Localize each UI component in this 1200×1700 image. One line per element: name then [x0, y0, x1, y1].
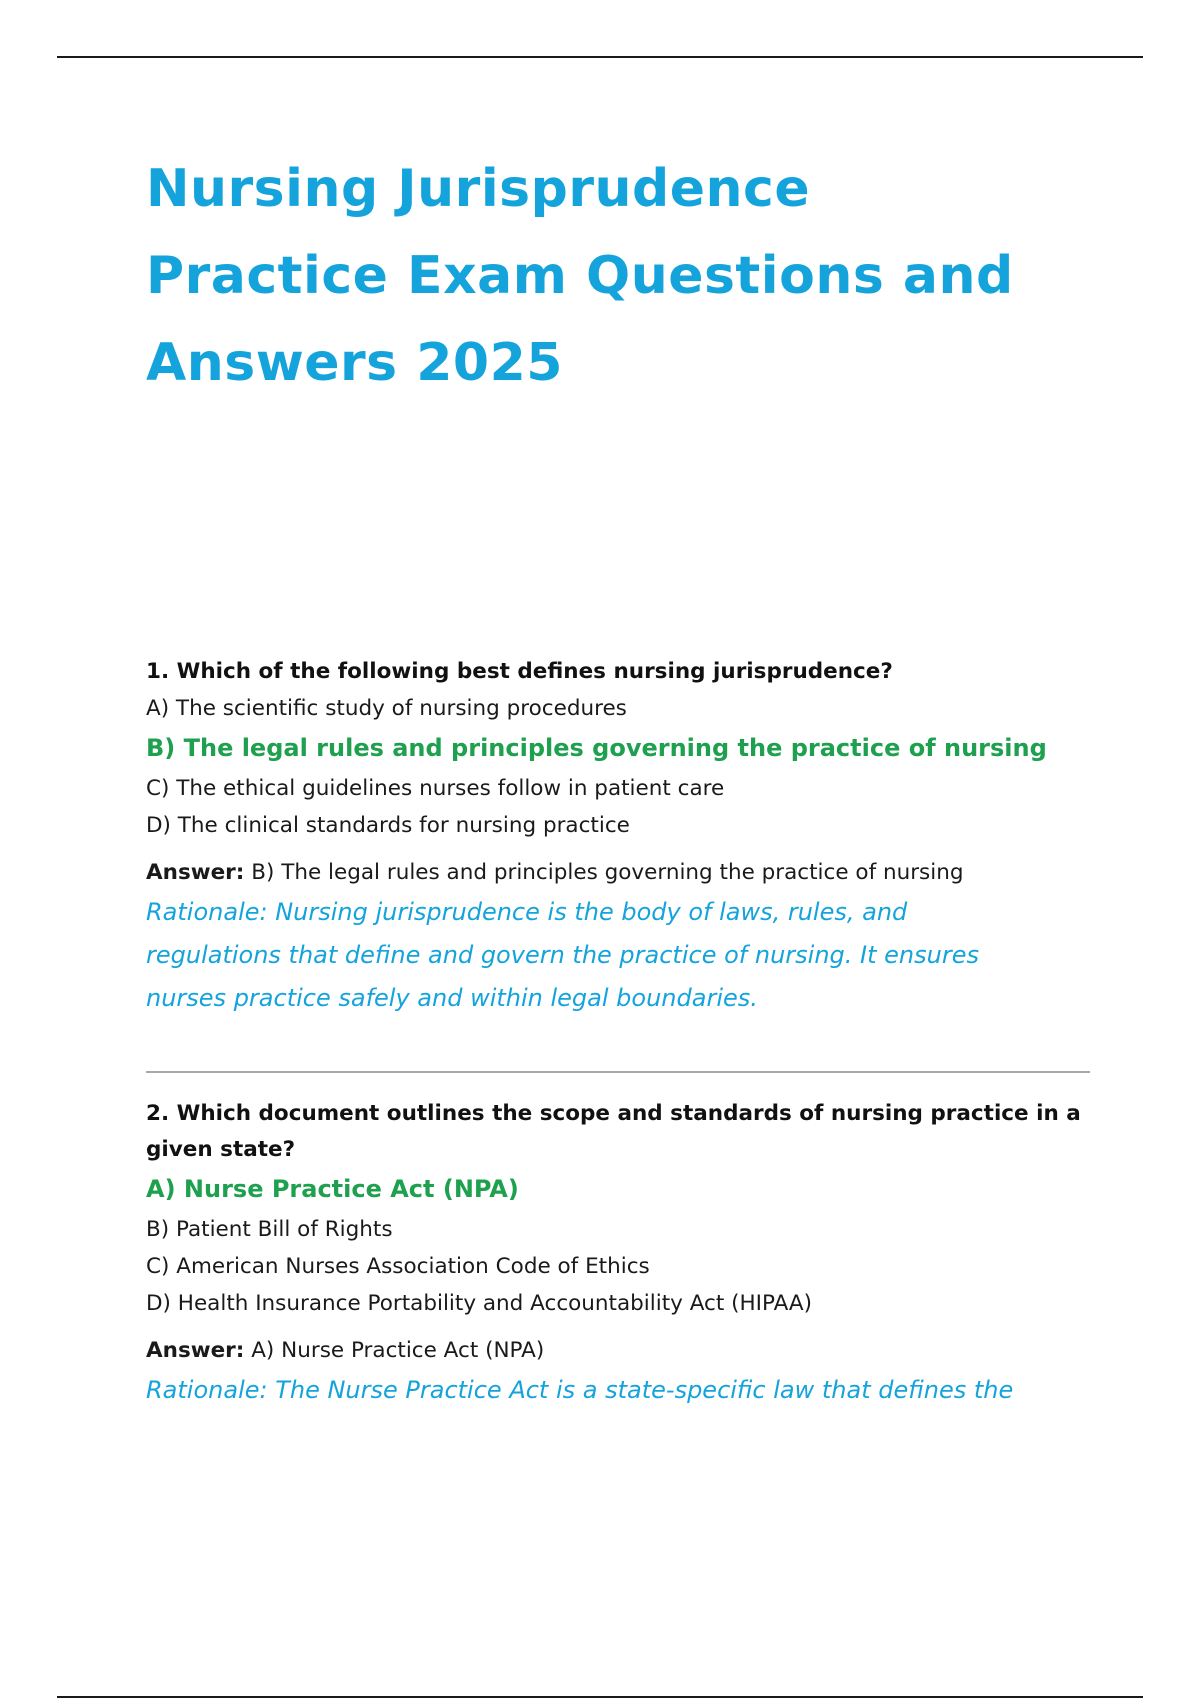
answer-text: B) The legal rules and principles governing the practice of nursing [244, 860, 964, 885]
answer-label: Answer: [146, 860, 245, 885]
question-block-1 [146, 654, 1096, 1020]
option-c: C) The ethical guidelines nurses follow in patient care [146, 776, 725, 801]
question-text: 1. Which of the following best defines nursing jurisprudence? [146, 659, 893, 684]
question-block-2 [146, 1096, 1096, 1412]
top-rule [57, 56, 1143, 58]
option-a: A) The scientific study of nursing procedures [146, 696, 627, 721]
option-d: D) Health Insurance Portability and Accountability Act (HIPAA) [146, 1291, 813, 1316]
rationale-line-2: regulations that define and govern the practice of nursing. It ensures [146, 941, 979, 969]
rationale [146, 891, 1096, 1020]
rationale [146, 1369, 1096, 1412]
option-b: B) Patient Bill of Rights [146, 1217, 393, 1242]
question-text [146, 1096, 1096, 1168]
option-c: C) American Nurses Association Code of Ethics [146, 1254, 650, 1279]
question-line-2: given state? [146, 1137, 296, 1162]
option-a-correct: A) Nurse Practice Act (NPA) [146, 1175, 519, 1203]
answer-line [146, 854, 1096, 891]
option-b-correct: B) The legal rules and principles governing the practice of nursing [146, 734, 1047, 762]
answer-label: Answer: [146, 1338, 245, 1363]
title-line-2: Practice Exam Questions and [146, 246, 1014, 306]
question-separator [146, 1071, 1090, 1073]
title-line-3: Answers 2025 [146, 333, 563, 393]
question-line-1: 2. Which document outlines the scope and standards of nursing practice in a [146, 1101, 1081, 1126]
title-line-1: Nursing Jurisprudence [146, 159, 811, 219]
option-d: D) The clinical standards for nursing practice [146, 813, 630, 838]
document-title [146, 146, 1106, 407]
rationale-line-1: Rationale: The Nurse Practice Act is a state-specific law that defines the [146, 1376, 1014, 1404]
answer-line [146, 1332, 1096, 1369]
rationale-line-3: nurses practice safely and within legal boundaries. [146, 984, 758, 1012]
answer-text: A) Nurse Practice Act (NPA) [244, 1338, 545, 1363]
rationale-line-1: Rationale: Nursing jurisprudence is the body of laws, rules, and [146, 898, 908, 926]
bottom-rule [57, 1696, 1143, 1698]
